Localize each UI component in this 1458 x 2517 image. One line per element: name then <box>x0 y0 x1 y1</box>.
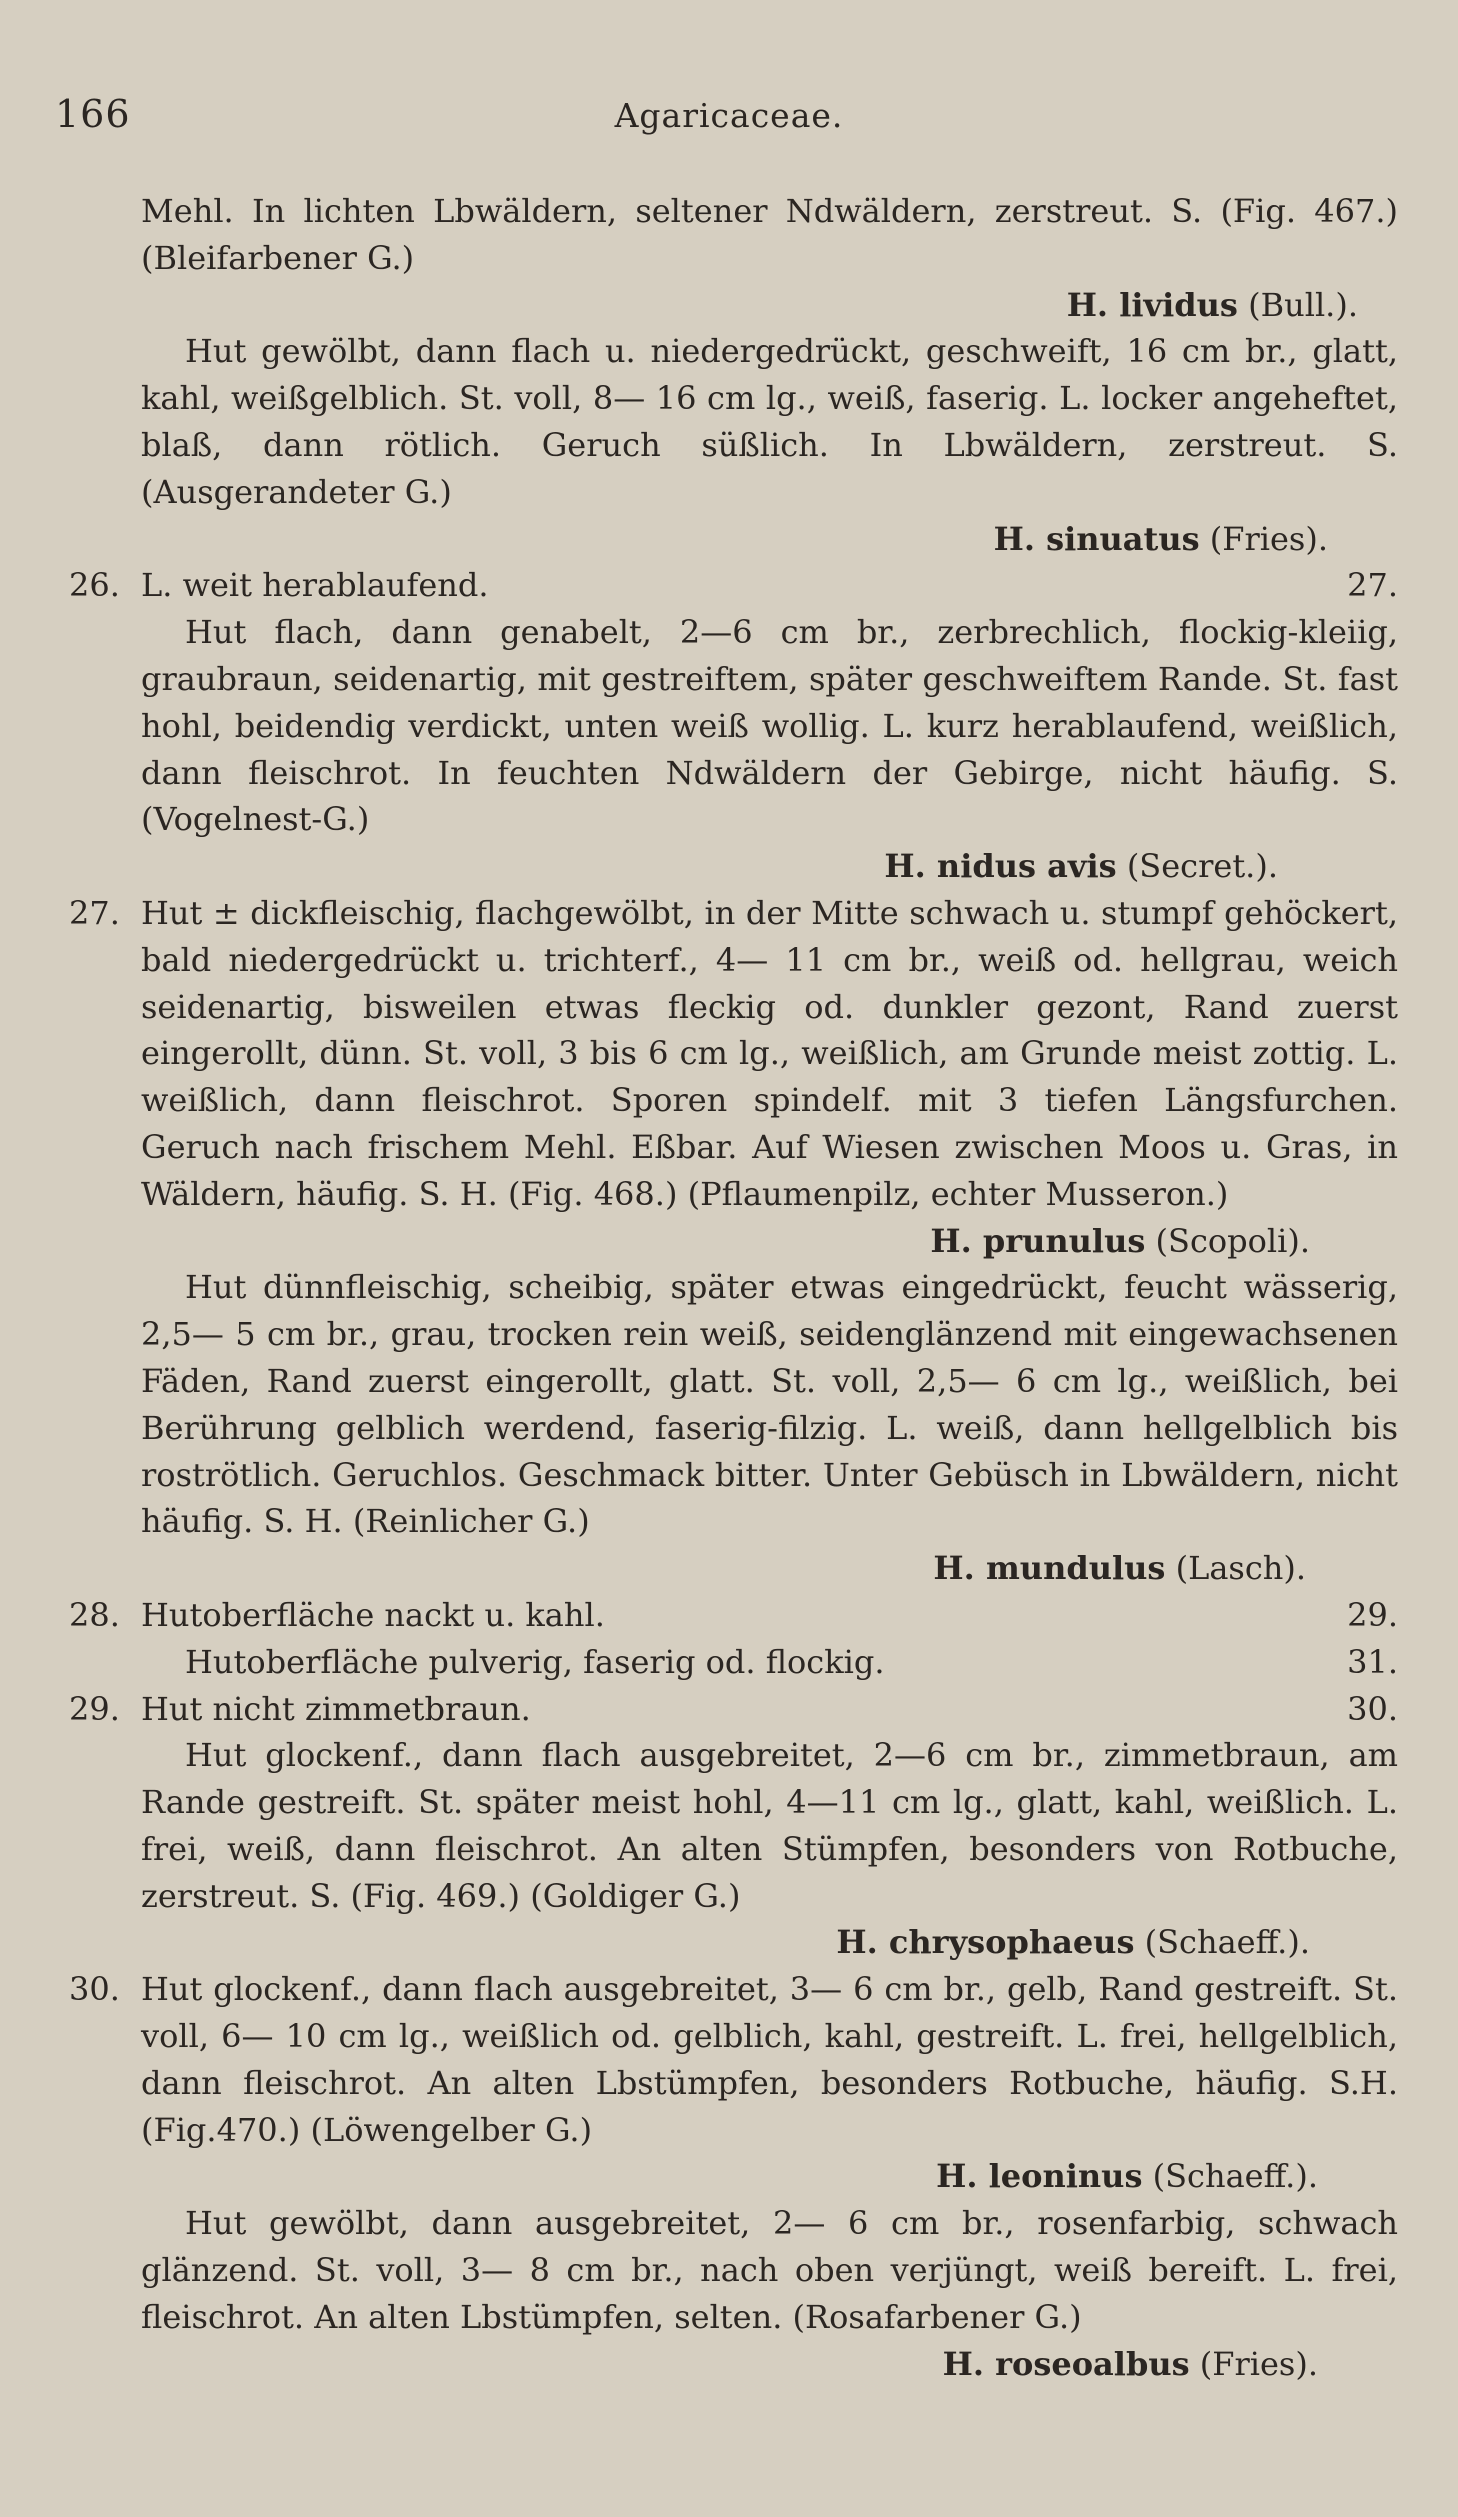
paragraph-text: Hut gewölbt, dann flach u. niedergedrückt, geschweift, 16 cm br., glatt, kahl, weißgelblich. St. voll, 8— 16 cm lg., weiß, faserig. L. locker angeheftet, blaß, dann rötlich. Geruch süßlich. In Lbwäldern, zerstreut. S. (Ausgerandeter G.) <box>141 332 1398 511</box>
species-binomial: H. leoninus <box>936 2157 1143 2196</box>
page-number: 166 <box>55 92 131 136</box>
page-header <box>55 92 1403 142</box>
paragraph-text: Hut glockenf., dann flach ausgebreitet, 3— 6 cm br., gelb, Rand gestreift. St. voll, 6— 10 cm lg., weißlich od. gelblich, kahl, gestreift. L. frei, hellgelblich, dann fleischrot. An alten Lbstümpfen, besonders Rotbuche, häufig. S.H. (Fig.470.) (Löwengelber G.) <box>141 1970 1398 2149</box>
page-body <box>55 188 1398 2387</box>
key-number: 26. <box>69 566 120 605</box>
species-author: (Fries). <box>1209 519 1328 558</box>
paragraph-text: Hut ± dickfleischig, flachgewölbt, in der Mitte schwach u. stumpf gehöckert, bald niedergedrückt u. trichterf., 4— 11 cm br., weiß od. hellgrau, weich seidenartig, bisweilen etwas fleckig od. dunkler gezont, Rand zuerst eingerollt, dünn. St. voll, 3 bis 6 cm lg., weißlich, am Grunde meist zottig. L. weißlich, dann fleischrot. Sporen spindelf. mit 3 tiefen Längsfurchen. Geruch nach frischem Mehl. Eßbar. Auf Wiesen zwischen Moos u. Gras, in Wäldern, häufig. S. H. (Fig. 468.) (Pflaumenpilz, echter Musseron.) <box>141 893 1398 1213</box>
species-binomial: H. mundulus <box>933 1549 1166 1588</box>
species-author: (Secret.). <box>1126 847 1278 886</box>
running-head: Agaricaceae. <box>614 96 844 135</box>
key-text: Hutoberfläche nackt u. kahl. <box>141 1595 605 1634</box>
species-binomial: H. nidus avis <box>884 847 1117 886</box>
species-name <box>141 1218 1398 1265</box>
key-entry <box>55 1966 1398 2200</box>
key-lead: 29. <box>1347 1595 1398 1634</box>
key-entry <box>55 1592 1398 1639</box>
species-name <box>141 516 1398 563</box>
species-author: (Bull.). <box>1248 285 1358 324</box>
key-entry <box>55 562 1398 609</box>
key-text: L. weit herablaufend. <box>141 566 489 605</box>
description-paragraph <box>55 2200 1398 2387</box>
key-text: Hutoberfläche pulverig, faserig od. flockig. <box>185 1642 885 1681</box>
key-lead: 30. <box>1347 1689 1398 1728</box>
key-entry <box>55 1686 1398 1733</box>
species-binomial: H. lividus <box>1066 285 1238 324</box>
paragraph-text: Mehl. In lichten Lbwäldern, seltener Ndwäldern, zerstreut. S. (Fig. 467.) (Bleifarbener G.) <box>141 192 1398 277</box>
species-binomial: H. prunulus <box>930 1221 1146 1260</box>
species-binomial: H. roseoalbus <box>942 2344 1190 2383</box>
description-paragraph <box>55 188 1398 328</box>
paragraph-text: Hut dünnfleischig, scheibig, später etwas eingedrückt, feucht wässerig, 2,5— 5 cm br., grau, trocken rein weiß, seidenglänzend mit eingewachsenen Fäden, Rand zuerst eingerollt, glatt. St. voll, 2,5— 6 cm lg., weißlich, bei Berührung gelblich werdend, faserig-filzig. L. weiß, dann hellgelblich bis roströtlich. Geruchlos. Geschmack bitter. Unter Gebüsch in Lbwäldern, nicht häufig. S. H. (Reinlicher G.) <box>141 1268 1398 1541</box>
species-name <box>141 1545 1398 1592</box>
key-number: 28. <box>69 1595 120 1634</box>
species-name <box>141 2341 1398 2388</box>
species-author: (Schaeff.). <box>1152 2157 1318 2196</box>
description-paragraph <box>55 1732 1398 1966</box>
species-author: (Scopoli). <box>1155 1221 1310 1260</box>
species-author: (Fries). <box>1199 2344 1318 2383</box>
key-number: 27. <box>69 893 120 932</box>
key-entry <box>55 1639 1398 1686</box>
species-binomial: H. sinuatus <box>993 519 1200 558</box>
key-number: 29. <box>69 1689 120 1728</box>
species-name <box>141 843 1398 890</box>
paragraph-text: Hut flach, dann genabelt, 2—6 cm br., zerbrechlich, flockig-kleiig, graubraun, seidenartig, mit gestreiftem, später geschweiftem Rande. St. fast hohl, beidendig verdickt, unten weiß wollig. L. kurz herablaufend, weißlich, dann fleischrot. In feuchten Ndwäldern der Gebirge, nicht häufig. S. (Vogelnest-G.) <box>141 613 1398 839</box>
species-name <box>141 2153 1398 2200</box>
key-number: 30. <box>69 1970 120 2009</box>
species-author: (Lasch). <box>1175 1549 1306 1588</box>
description-paragraph <box>55 1264 1398 1592</box>
species-author: (Schaeff.). <box>1144 1923 1310 1962</box>
key-lead: 31. <box>1347 1642 1398 1681</box>
species-binomial: H. chrysophaeus <box>836 1923 1135 1962</box>
description-paragraph <box>55 328 1398 562</box>
key-entry <box>55 890 1398 1264</box>
key-lead: 27. <box>1347 566 1398 605</box>
key-text: Hut nicht zimmetbraun. <box>141 1689 531 1728</box>
paragraph-text: Hut gewölbt, dann ausgebreitet, 2— 6 cm br., rosenfarbig, schwach glänzend. St. voll, 3— 8 cm br., nach oben verjüngt, weiß bereift. L. frei, fleischrot. An alten Lbstümpfen, selten. (Rosafarbener G.) <box>141 2204 1398 2336</box>
description-paragraph <box>55 609 1398 890</box>
paragraph-text: Hut glockenf., dann flach ausgebreitet, 2—6 cm br., zimmetbraun, am Rande gestreift. St. später meist hohl, 4—11 cm lg., glatt, kahl, weißlich. L. frei, weiß, dann fleischrot. An alten Stümpfen, besonders von Rotbuche, zerstreut. S. (Fig. 469.) (Goldiger G.) <box>141 1736 1398 1915</box>
species-name <box>141 282 1398 329</box>
species-name <box>141 1919 1398 1966</box>
